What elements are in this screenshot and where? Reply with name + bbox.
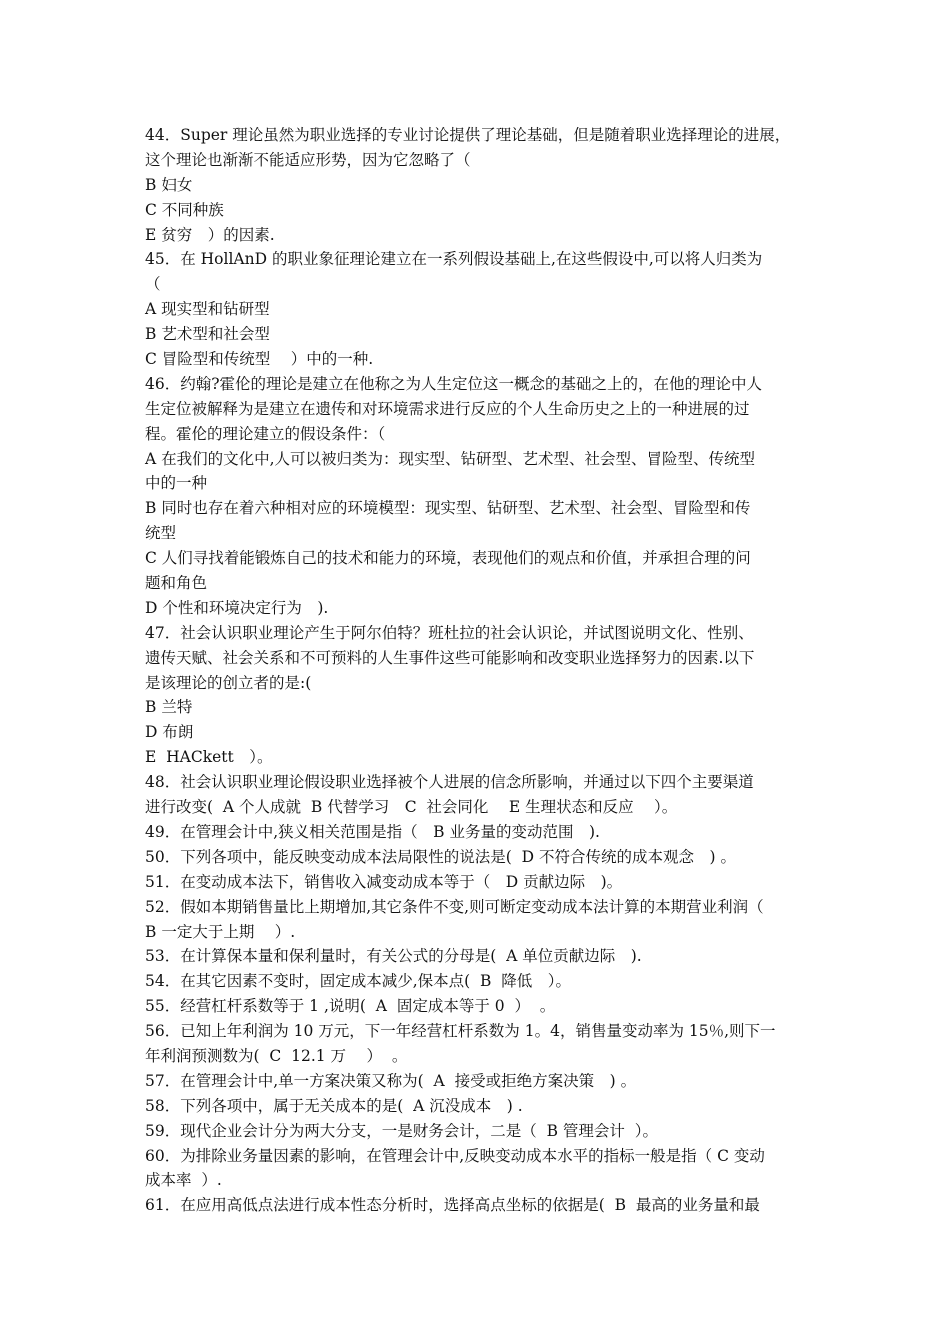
text-line: 59．现代企业会计分为两大分支，一是财务会计，二是（ B 管理会计 ）。 bbox=[145, 1121, 659, 1140]
text-line: 54．在其它因素不变时，固定成本减少,保本点( B 降低 ）。 bbox=[145, 972, 572, 991]
text-line: D 个性和环境决定行为 ). bbox=[145, 598, 329, 617]
text-line: 统型 bbox=[145, 524, 177, 543]
text-line: B 一定大于上期 ）. bbox=[145, 922, 296, 941]
text-line: B 兰特 bbox=[145, 698, 193, 717]
text-line: 是该理论的创立者的是:( bbox=[145, 673, 312, 692]
document-body bbox=[145, 123, 815, 1218]
text-line: 这个理论也渐渐不能适应形势，因为它忽略了（ bbox=[145, 150, 471, 169]
text-line: 成本率 ）. bbox=[145, 1171, 222, 1190]
text-line: 46．约翰?霍伦的理论是建立在他称之为人生定位这一概念的基础之上的，在他的理论中人 bbox=[145, 374, 763, 393]
text-line: 中的一种 bbox=[145, 474, 208, 493]
text-line: 56．已知上年利润为 10 万元，下一年经营杠杆系数为 1。4，销售量变动率为 15％,则下一 bbox=[145, 1022, 776, 1041]
text-line: 程。霍伦的理论建立的假设条件：（ bbox=[145, 424, 386, 443]
text-line: 57．在管理会计中,单一方案决策又称为( A 接受或拒绝方案决策 ) 。 bbox=[145, 1071, 637, 1090]
text-line: B 同时也存在着六种相对应的环境模型：现实型、钻研型、艺术型、社会型、冒险型和传 bbox=[145, 499, 751, 518]
text-line: 44．Super 理论虽然为职业选择的专业讨论提供了理论基础，但是随着职业选择理论的进展， bbox=[145, 126, 791, 144]
text-line: C 人们寻找着能锻炼自己的技术和能力的环境，表现他们的观点和价值，并承担合理的问 bbox=[145, 549, 751, 568]
text-line: A 在我们的文化中,人可以被归类为：现实型、钻研型、艺术型、社会型、冒险型、传统型 bbox=[145, 449, 756, 468]
text-line: 进行改变( A 个人成就 B 代替学习 C 社会同化 E 生理状态和反应 ）。 bbox=[145, 798, 678, 817]
text-line: 53．在计算保本量和保利量时，有关公式的分母是( A 单位贡献边际 ). bbox=[145, 947, 642, 966]
text-line: 58．下列各项中，属于无关成本的是( A 沉没成本 ) . bbox=[145, 1096, 523, 1115]
text-line: B 妇女 bbox=[145, 175, 193, 194]
text-line: 45．在 HollAnD 的职业象征理论建立在一系列假设基础上,在这些假设中,可以将人归类为 bbox=[145, 250, 763, 269]
text-line: （ bbox=[145, 275, 161, 294]
text-line: A 现实型和钻研型 bbox=[145, 300, 270, 319]
text-line: C 冒险型和传统型 ）中的一种. bbox=[145, 350, 374, 369]
text-line: 52．假如本期销售量比上期增加,其它条件不变,则可断定变动成本法计算的本期营业利润（ bbox=[145, 897, 764, 916]
text-line: 生定位被解释为是建立在遗传和对环境需求进行反应的个人生命历史之上的一种进展的过 bbox=[145, 399, 750, 418]
text-line: B 艺术型和社会型 bbox=[145, 325, 270, 344]
text-line: 51．在变动成本法下，销售收入减变动成本等于（ D 贡献边际 )。 bbox=[145, 872, 623, 891]
text-line: 47．社会认识职业理论产生于阿尔伯特？班杜拉的社会认识论，并试图说明文化、性别、 bbox=[145, 623, 754, 642]
text-line: C 不同种族 bbox=[145, 200, 224, 219]
text-line: 50．下列各项中，能反映变动成本法局限性的说法是( D 不符合传统的成本观念 ) 。 bbox=[145, 847, 736, 866]
text-line: 60．为排除业务量因素的影响，在管理会计中,反映变动成本水平的指标一般是指（ C 变动 bbox=[145, 1146, 765, 1165]
text-line: 49．在管理会计中,狭义相关范围是指（ B 业务量的变动范围 ). bbox=[145, 822, 600, 841]
text-line: E 贫穷 ）的因素. bbox=[145, 225, 275, 244]
text-line: 61．在应用高低点法进行成本性态分析时，选择高点坐标的依据是( B 最高的业务量和最 bbox=[145, 1196, 760, 1215]
text-line: 48．社会认识职业理论假设职业选择被个人进展的信念所影响，并通过以下四个主要渠道 bbox=[145, 773, 754, 792]
text-line: 年利润预测数为( C 12.1 万 ） 。 bbox=[145, 1046, 408, 1065]
text-line: 遗传天赋、社会关系和不可预料的人生事件这些可能影响和改变职业选择努力的因素.以下 bbox=[145, 648, 755, 667]
text-line: 题和角色 bbox=[145, 574, 208, 593]
text-line: 55．经营杠杆系数等于 1 ,说明( A 固定成本等于 0 ） 。 bbox=[145, 997, 556, 1016]
text-line: D 布朗 bbox=[145, 723, 194, 742]
text-line: E HACkett ）。 bbox=[145, 748, 273, 767]
